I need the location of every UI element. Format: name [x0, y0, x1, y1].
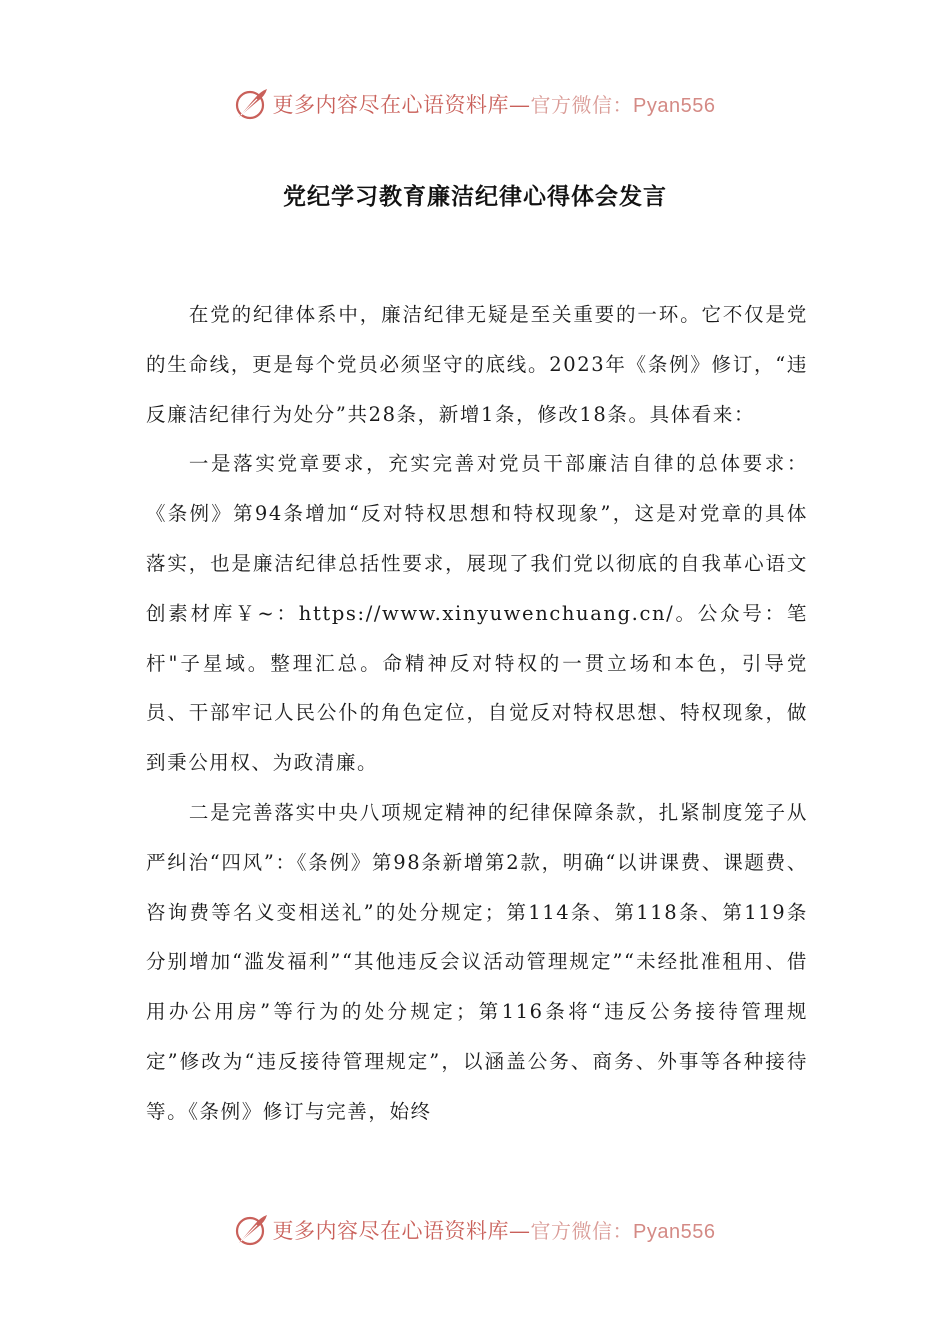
document-title: 党纪学习教育廉洁纪律心得体会发言: [283, 184, 667, 210]
footer-watermark-banner: [0, 1210, 950, 1250]
watermark-text: 更多内容尽在心语资料库—官方微信：Pyan556: [272, 93, 716, 117]
paragraph: 在党的纪律体系中，廉洁纪律无疑是至关重要的一环。它不仅是党的生命线，更是每个党员必须坚守的底线。2023年《条例》修订，“违反廉洁纪律行为处分”共28条，新增1条，修改18条。具体看来：: [146, 303, 808, 426]
document-body: [146, 290, 808, 1137]
quill-logo-icon: [235, 87, 269, 121]
paragraph: 一是落实党章要求，充实完善对党员干部廉洁自律的总体要求：《条例》第94条增加“反对特权思想和特权现象”，这是对党章的具体落实，也是廉洁纪律总括性要求，展现了我们党以彻底的自我革心语文创素材库￥~：https://www.xinyuwenchuang.cn/。公众号：笔杆"子星域。整理汇总。命精神反对特权的一贯立场和本色，引导党员、干部牢记人民公仆的角色定位，自觉反对特权思想、特权现象，做到秉公用权、为政清廉。: [146, 452, 808, 775]
header-watermark-banner: [0, 84, 950, 124]
watermark-text: 更多内容尽在心语资料库—官方微信：Pyan556: [272, 1219, 716, 1243]
quill-logo-icon: [235, 1213, 269, 1247]
paragraph: 二是完善落实中央八项规定精神的纪律保障条款，扎紧制度笼子从严纠治“四风”：《条例》第98条新增第2款，明确“以讲课费、课题费、咨询费等名义变相送礼”的处分规定；第114条、第118条、第119条分别增加“滥发福利”“其他违反会议活动管理规定”“未经批准租用、借用办公用房”等行为的处分规定；第116条将“违反公务接待管理规定”修改为“违反接待管理规定”，以涵盖公务、商务、外事等各种接待等。《条例》修订与完善，始终: [146, 800, 808, 1123]
